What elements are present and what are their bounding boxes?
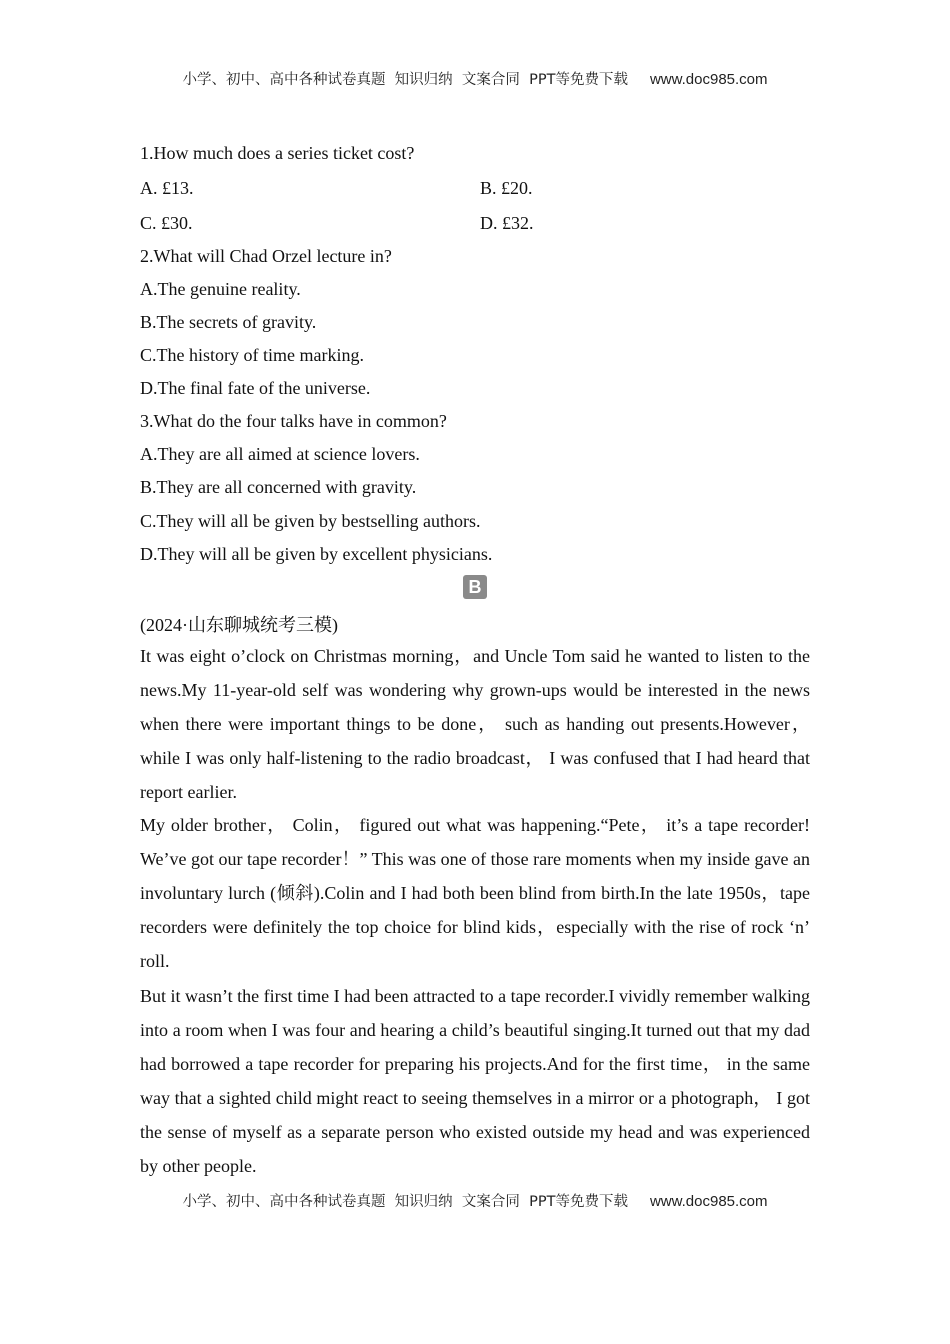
passage-paragraph: My older brother， Colin， figured out what was happening.“Pete， it’s a tape recorder! We’ve got our tape recorder！” This was one of those rare moments when my inside gave an involuntary lurch (倾斜).Colin and I had both been blind from birth.In the late 1950s，tape recorders were definitely the top choice for blind kids，especially with the rise of rock ‘n’ roll. <box>140 815 810 971</box>
option-c: C.They will all be given by bestselling authors. <box>140 511 481 531</box>
option-b: B.The secrets of gravity. <box>140 312 317 332</box>
section-badge: B <box>463 575 487 599</box>
option-a: A.The genuine reality. <box>140 279 301 299</box>
option-d: D.They will all be given by excellent physicians. <box>140 544 493 564</box>
option-b: B.They are all concerned with gravity. <box>140 477 417 497</box>
question-stem: 2.What will Chad Orzel lecture in? <box>140 246 392 266</box>
footer-banner-text: 小学、初中、高中各种试卷真题 知识归纳 文案合同 PPT等免费下载 <box>182 1194 628 1210</box>
option-c: C.The history of time marking. <box>140 345 364 365</box>
footer-banner <box>0 1190 950 1211</box>
passage-paragraph: It was eight o’clock on Christmas morning，and Uncle Tom said he wanted to listen to the news.My 11-year-old self was wondering why grown-ups would be interested in the news when there were important things to be done， such as handing out presents.However， while I was only half-listening to the radio broadcast， I was confused that I had heard that report earlier. <box>140 646 810 802</box>
option-d: D.The final fate of the universe. <box>140 378 371 398</box>
question-stem: 1.How much does a series ticket cost? <box>140 143 415 163</box>
question-stem: 3.What do the four talks have in common? <box>140 411 447 431</box>
header-banner <box>0 68 950 89</box>
header-banner-text: 小学、初中、高中各种试卷真题 知识归纳 文案合同 PPT等免费下载 <box>182 72 628 88</box>
header-url[interactable]: www.doc985.com <box>649 71 768 88</box>
option-d: D. £32. <box>480 213 534 233</box>
passage-paragraph: But it wasn’t the first time I had been attracted to a tape recorder.I vividly remember walking into a room when I was four and hearing a child’s beautiful singing.It turned out that my dad had borrowed a tape recorder for preparing his projects.And for the first time， in the same way that a sighted child might react to seeing themselves in a mirror or a photograph， I got the sense of myself as a separate person who existed outside my head and was experienced by other people. <box>140 986 810 1176</box>
option-a: A. £13. <box>140 178 194 198</box>
source-note: (2024·山东聊城统考三模) <box>140 615 338 635</box>
option-c: C. £30. <box>140 213 193 233</box>
option-a: A.They are all aimed at science lovers. <box>140 444 420 464</box>
footer-url[interactable]: www.doc985.com <box>649 1193 768 1210</box>
option-b: B. £20. <box>480 178 533 198</box>
